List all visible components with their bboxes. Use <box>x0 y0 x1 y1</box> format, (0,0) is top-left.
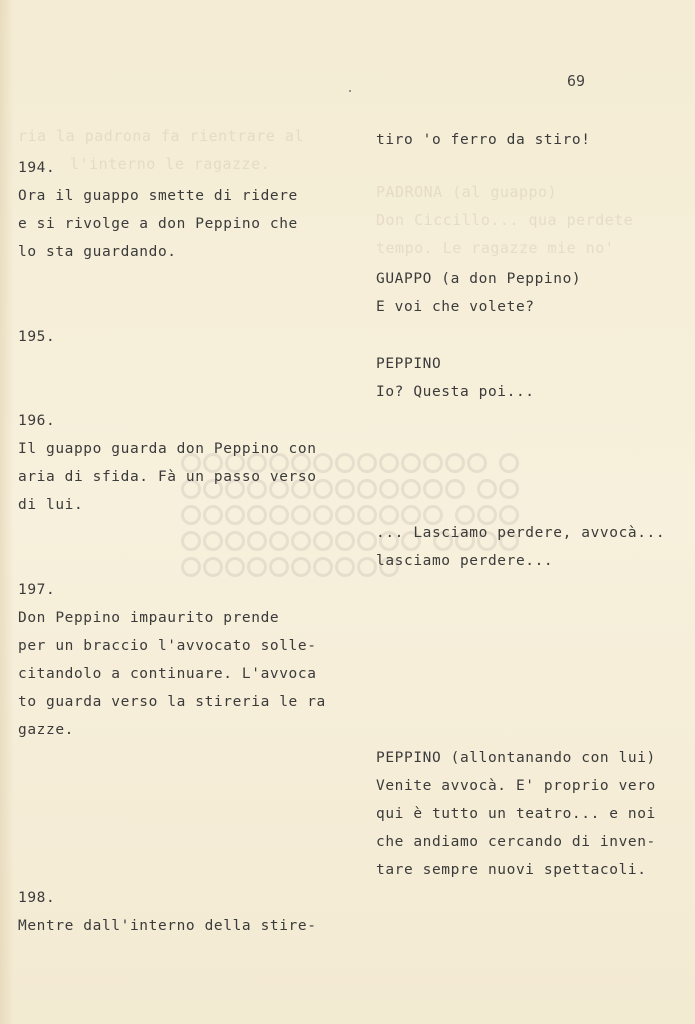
dialogue-line: qui è tutto un teatro... e noi <box>376 806 656 822</box>
scene-text-line: lo sta guardando. <box>18 244 177 260</box>
scene-text-line: per un braccio l'avvocato solle- <box>18 638 317 654</box>
bleed-through-text: ria la padrona fa rientrare al <box>18 127 304 145</box>
scene-text-line: Ora il guappo smette di ridere <box>18 188 298 204</box>
scene-text-line: Mentre dall'interno della stire- <box>18 918 317 934</box>
dialogue-line: lasciamo perdere... <box>376 553 554 569</box>
dialogue-line: che andiamo cercando di inven- <box>376 834 656 850</box>
dialogue-line: Io? Questa poi... <box>376 384 535 400</box>
scene-number-195: 195. <box>18 329 56 345</box>
scene-text-line: gazze. <box>18 722 74 738</box>
bleed-through-text: tempo. Le ragazze mie no' <box>376 239 615 257</box>
bleed-through-text: PADRONA (al guappo) <box>376 183 558 201</box>
scene-text-line: di lui. <box>18 497 84 513</box>
dialogue-line: tare sempre nuovi spettacoli. <box>376 862 647 878</box>
dialogue-line: E voi che volete? <box>376 299 535 315</box>
page-number: 69 <box>567 72 586 90</box>
scene-text-line: Il guappo guarda don Peppino con <box>18 441 317 457</box>
dialogue-line: ... Lasciamo perdere, avvocà... <box>376 525 666 541</box>
bleed-through-text: l'interno le ragazze. <box>70 155 271 173</box>
scene-text-line: to guarda verso la stireria le ra <box>18 694 326 710</box>
dialogue-line: tiro 'o ferro da stiro! <box>376 132 591 148</box>
ink-dot <box>349 90 351 92</box>
scene-text-line: aria di sfida. Fà un passo verso <box>18 469 317 485</box>
character-heading: PEPPINO <box>376 356 442 372</box>
scene-number-196: 196. <box>18 413 56 429</box>
scene-text-line: Don Peppino impaurito prende <box>18 610 280 626</box>
scene-number-197: 197. <box>18 582 56 598</box>
dialogue-line: Venite avvocà. E' proprio vero <box>376 778 656 794</box>
character-heading: GUAPPO (a don Peppino) <box>376 271 582 287</box>
scene-text-line: citandolo a continuare. L'avvoca <box>18 666 317 682</box>
scene-number-198: 198. <box>18 890 56 906</box>
scene-text-line: e si rivolge a don Peppino che <box>18 216 298 232</box>
scene-number-194: 194. <box>18 160 56 176</box>
bleed-through-text: Don Ciccillo... qua perdete <box>376 211 634 229</box>
character-heading: PEPPINO (allontanando con lui) <box>376 750 656 766</box>
